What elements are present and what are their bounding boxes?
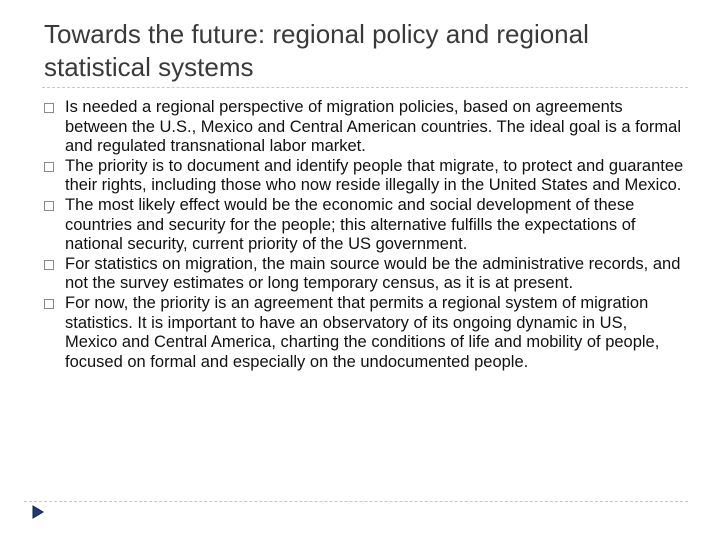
title-divider: [42, 87, 688, 89]
bullet-item: [44, 294, 684, 372]
square-bullet-icon: [44, 201, 54, 211]
bullet-text: Is needed a regional perspective of migration policies, based on agreements between the U.S., Mexico and Central American countries. The ideal goal is a formal and regulated transnational labor market.: [65, 98, 682, 156]
bullet-text: The most likely effect would be the economic and social development of these countries and security for the people; this alternative fulfills the expectations of national security, current priority of the US government.: [65, 195, 636, 254]
square-bullet-icon: [44, 162, 54, 172]
bullet-text: For now, the priority is an agreement that permits a regional system of migration statistics. It is important to have an observatory of its ongoing dynamic in US, Mexico and Central America, charting the conditions of life and mobility of people, focused on formal and especially on the undocumented people.: [65, 293, 660, 371]
bullet-text: For statistics on migration, the main source would be the administrative records, and not the survey estimates or long temporary census, as it is at present.: [65, 254, 681, 293]
bullet-list: [44, 98, 684, 372]
bullet-item: [44, 98, 684, 157]
square-bullet-icon: [44, 260, 54, 270]
square-bullet-icon: [44, 299, 54, 309]
bullet-item: [44, 196, 684, 255]
square-bullet-icon: [44, 103, 54, 113]
bullet-item: [44, 255, 684, 294]
bullet-text: The priority is to document and identify people that migrate, to protect and guarantee their rights, including those who now reside illegally in the United States and Mexico.: [65, 156, 684, 195]
bullet-item: [44, 157, 684, 196]
slide-title: Towards the future: regional policy and regional statistical systems: [44, 19, 589, 82]
slide-nav-triangle-icon[interactable]: [32, 505, 44, 524]
footer-divider: [24, 501, 688, 502]
